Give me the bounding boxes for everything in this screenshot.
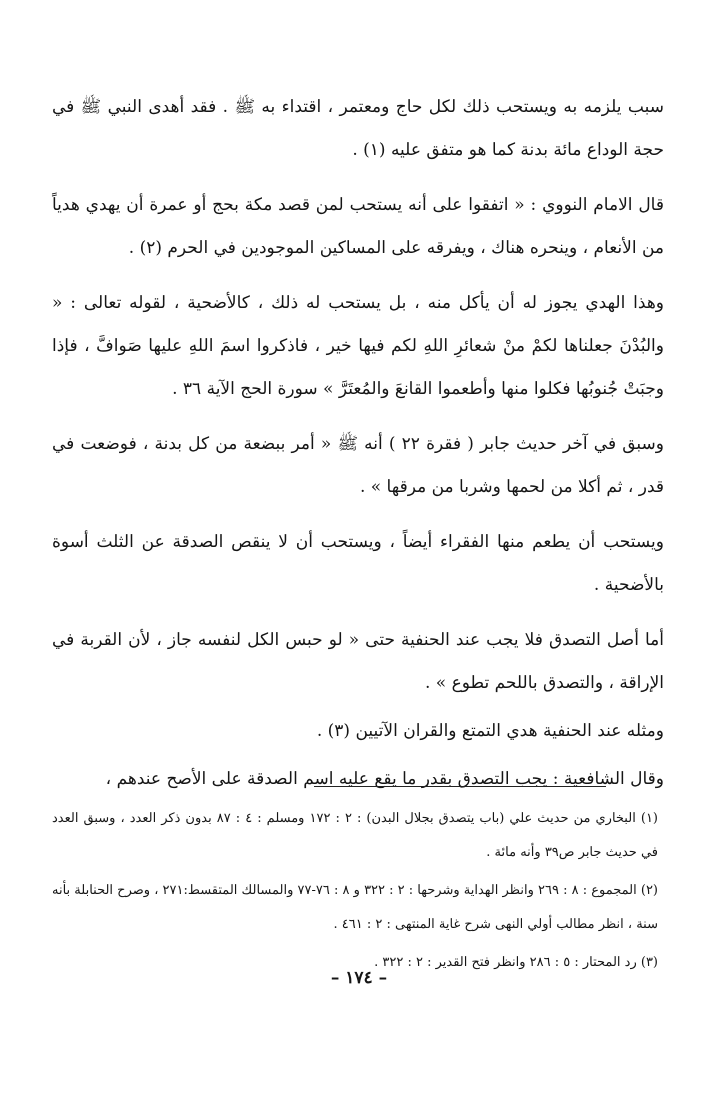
footnotes	[52, 802, 658, 984]
page-number: – ١٧٤ –	[330, 968, 388, 988]
paragraph-tamattu-qiran: ومثله عند الحنفية هدي التمتع والقران الآتيين (٣) .	[316, 721, 664, 741]
footnote-1: (١) البخاري من حديث علي (باب يتصدق بجلال البدن) : ٢ : ١٧٢ ومسلم : ٤ : ٨٧ بدون ذكر العدد ، وسبق العدد في حديث جابر ص٣٩ وأنه مائة .	[52, 811, 658, 860]
paragraph-eating-from-hady: وهذا الهدي يجوز له أن يأكل منه ، بل يستحب له ذلك ، كالأضحية ، لقوله تعالى : « والبُدْنَ جعلناها لكمْ منْ شعائرِ اللهِ لكم فيها خير ، فاذكروا اسمَ اللهِ عليها صَوافَّ ، فإذا وجبَتْ جُنوبُها فكلوا منها وأطعموا القانعَ والمُعتَرَّ » سورة الحج الآية ٣٦ .	[52, 293, 664, 399]
footnote-divider	[314, 786, 606, 787]
main-text	[52, 86, 664, 801]
paragraph-feeding-poor: ويستحب أن يطعم منها الفقراء أيضاً ، ويستحب أن لا ينقص الصدقة عن الثلث أسوة بالأضحية .	[52, 532, 665, 595]
paragraph-shafii-view: وقال الشافعية : يجب التصدق بقدر ما يقع عليه اسم الصدقة على الأصح عندهم ،	[105, 769, 664, 789]
footnote-2: (٢) المجموع : ٨ : ٢٦٩ وانظر الهداية وشرحها : ٢ : ٣٢٢ و ٨ : ٧٦-٧٧ والمسالك المتقسط:٢٧١ ، وصرح الحنابلة بأنه سنة ، انظر مطالب أولي النهى شرح غاية المنتهى : ٢ : ٤٦١ .	[52, 883, 658, 932]
paragraph-nawawi-quote: قال الامام النووي : « اتفقوا على أنه يستحب لمن قصد مكة بحج أو عمرة أن يهدي هدياً من الأنعام ، وينحره هناك ، ويفرقه على المساكين الموجودين في الحرم (٢) .	[52, 195, 664, 258]
paragraph-jabir-hadith: وسبق في آخر حديث جابر ( فقرة ٢٢ ) أنه ﷺ « أمر ببضعة من كل بدنة ، فوضعت في قدر ، ثم أكلا من لحمها وشربا من مرقها » .	[52, 434, 664, 497]
paragraph-hanafi-view: أما أصل التصدق فلا يجب عند الحنفية حتى « لو حبس الكل لنفسه جاز ، لأن القربة في الإراقة ، والتصدق باللحم تطوع » .	[52, 630, 664, 693]
paragraph-hady-sunnah: سبب يلزمه به ويستحب ذلك لكل حاج ومعتمر ، اقتداء به ﷺ . فقد أهدى النبي ﷺ في حجة الوداع مائة بدنة كما هو متفق عليه (١) .	[52, 97, 664, 160]
footnote-3: (٣) رد المحتار : ٥ : ٢٨٦ وانظر فتح القدير : ٢ : ٣٢٢ .	[374, 955, 658, 970]
